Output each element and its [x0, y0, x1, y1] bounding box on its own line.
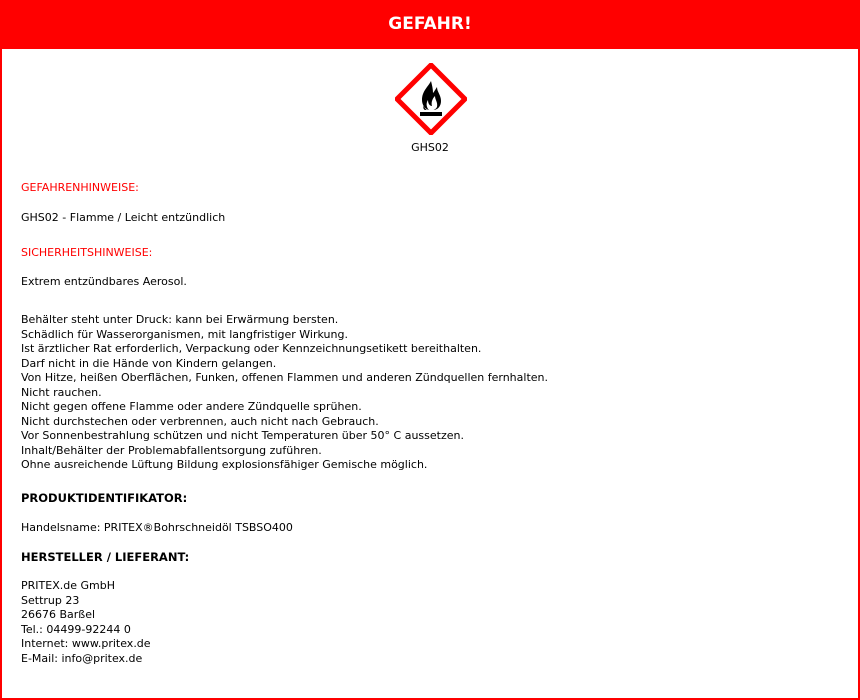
manufacturer-line: PRITEX.de GmbH — [21, 579, 115, 592]
manufacturer-line: Internet: www.pritex.de — [21, 637, 151, 650]
hazard-text: GHS02 - Flamme / Leicht entzündlich — [21, 211, 226, 224]
safety-statement: Ohne ausreichende Lüftung Bildung explosionsfähiger Gemische möglich. — [21, 458, 428, 471]
safety-statement: Von Hitze, heißen Oberflächen, Funken, offenen Flammen und anderen Zündquellen fernhalten. — [21, 371, 549, 384]
safety-statement: Nicht rauchen. — [21, 385, 102, 399]
safety-statement: Ist ärztlicher Rat erforderlich, Verpackung oder Kennzeichnungsetikett bereithalten. — [21, 342, 482, 355]
safety-intro: Extrem entzündbares Aerosol. — [21, 275, 187, 288]
safety-statement: Behälter steht unter Druck: kann bei Erwärmung bersten. — [21, 313, 339, 326]
banner-title: GEFAHR! — [388, 14, 472, 34]
safety-statement: Vor Sonnenbestrahlung schützen und nicht Temperaturen über 50° C aussetzen. — [21, 429, 464, 442]
manufacturer-line: 26676 Barßel — [21, 608, 96, 621]
safety-statement: Nicht durchstechen oder verbrennen, auch nicht nach Gebrauch. — [21, 414, 379, 428]
manufacturer-heading: HERSTELLER / LIEFERANT: — [21, 550, 190, 564]
manufacturer-line: Settrup 23 — [21, 593, 80, 607]
safety-statement: Nicht gegen offene Flamme oder andere Zündquelle sprühen. — [21, 400, 362, 413]
pictogram-code: GHS02 — [411, 141, 449, 154]
product-heading: PRODUKTIDENTIFIKATOR: — [21, 491, 188, 505]
manufacturer-line: E-Mail: info@pritex.de — [21, 651, 143, 665]
safety-heading: SICHERHEITSHINWEISE: — [21, 246, 153, 259]
manufacturer-line: Tel.: 04499-92244 0 — [21, 622, 131, 636]
safety-statements — [21, 313, 548, 473]
danger-banner — [0, 0, 860, 49]
flame-icon — [395, 63, 467, 135]
safety-statement: Inhalt/Behälter der Problemabfallentsorgung zuführen. — [21, 443, 322, 457]
product-text: Handelsname: PRITEX®Bohrschneidöl TSBSO400 — [21, 521, 293, 534]
hazard-heading: GEFAHRENHINWEISE: — [21, 181, 139, 194]
safety-statement: Darf nicht in die Hände von Kindern gelangen. — [21, 356, 277, 370]
manufacturer-address — [21, 579, 151, 666]
safety-statement: Schädlich für Wasserorganismen, mit langfristiger Wirkung. — [21, 327, 348, 341]
